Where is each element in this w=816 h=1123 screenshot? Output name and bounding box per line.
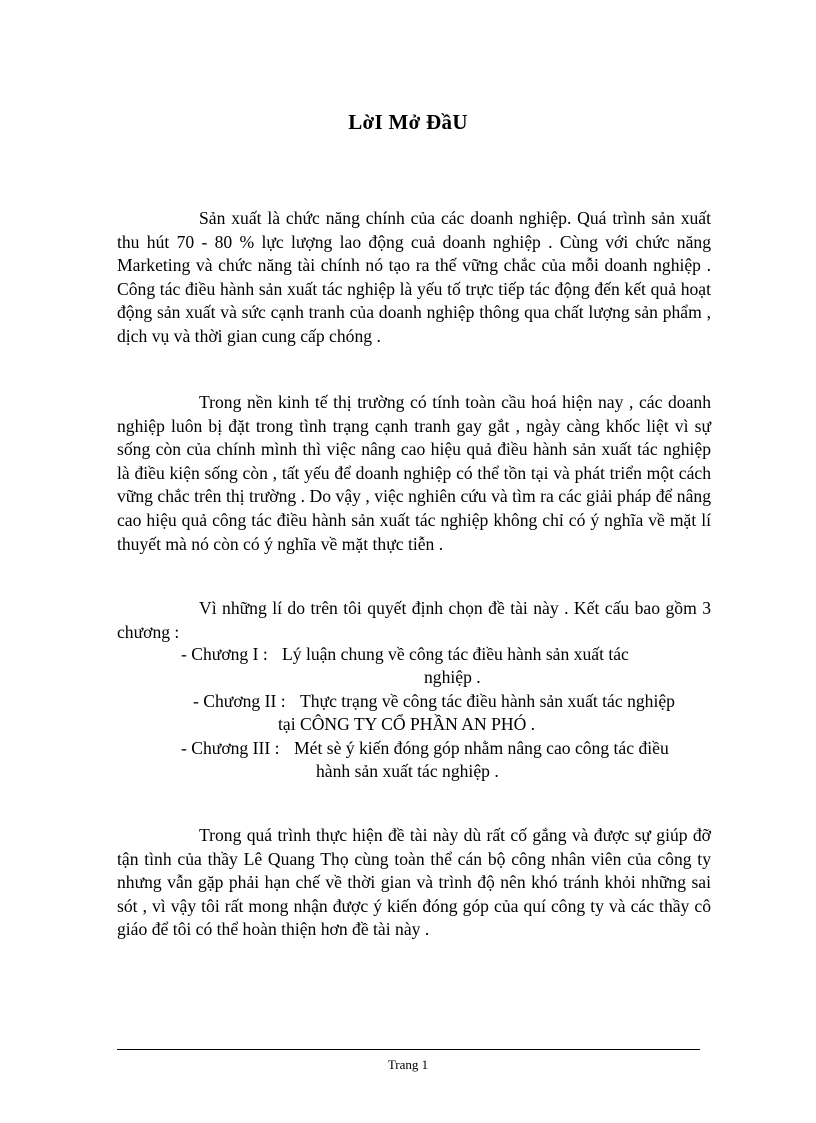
chapter-line: nghiệp . [424,667,481,688]
chapter-line: hành sản xuất tác nghiệp . [316,761,499,781]
page-title: LờI Mở ĐầU [348,110,468,134]
chapter-line: Lý luận chung về công tác điều hành sản xuất tác [282,644,629,664]
chapter-item [0,737,816,784]
page-number: Trang 1 [387,1057,429,1072]
chapter-line: Mét sè ý kiến đóng góp nhằm nâng cao công tác điều [294,737,669,758]
chapter-label: - Chương I : [181,644,268,664]
paragraph-intro: Sản xuất là chức năng chính của các doanh nghiệp. Quá trình sản xuất thu hút 70 - 80 % lực lượng lao động cuả doanh nghiệp . Cùng với chức năng Marketing và chức năng tài chính nó tạo ra thế vững chắc của mỗi doanh nghiệp . Công tác điều hành sản xuất tác nghiệp là yếu tố trực tiếp tác động đến kết quả hoạt động sản xuất và sức cạnh tranh của doanh nghiệp thông qua chất lượng sản phẩm , dịch vụ và thời gian cung cấp chóng . [117,208,711,346]
chapter-item [0,690,816,737]
chapter-list [0,643,816,783]
chapter-label: - Chương II : [193,690,286,711]
paragraph-structure: Vì những lí do trên tôi quyết định chọn đề tài này . Kết cấu bao gồm 3 chương : [117,598,711,642]
chapter-line: Thực trạng về công tác điều hành sản xuất tác nghiệp [300,690,675,711]
chapter-description [282,643,682,690]
footer-divider [117,1049,700,1050]
chapter-item [0,643,816,690]
chapter-description [278,690,718,737]
paragraph-context: Trong nền kinh tế thị trường có tính toàn cầu hoá hiện nay , các doanh nghiệp luôn bị đặt trong tình trạng cạnh tranh gay gắt , ngày càng khốc liệt vì sự sống còn của chính mình thì việc nâng cao hiệu quả điều hành sản xuất tác nghiệp là điều kiện sống còn , tất yếu để doanh nghiệp có thể tồn tại và phát triển một cách vững chắc trên thị trường . Do vậy , việc nghiên cứu và tìm ra các giải pháp để nâng cao hiệu quả công tác điều hành sản xuất tác nghiệp không chỉ có ý nghĩa về mặt lí thuyết mà nó còn có ý nghĩa về mặt thực tiễn . [117,392,711,554]
paragraph-acknowledgement: Trong quá trình thực hiện đề tài này dù rất cố gắng và được sự giúp đỡ tận tình của thầy Lê Quang Thọ cùng toàn thể cán bộ công nhân viên của công ty nhưng vẫn gặp phải hạn chế về thời gian và trình độ nên khó tránh khỏi những sai sót , vì vậy tôi rất mong nhận được ý kiến đóng góp của quí công ty và các thầy cô giáo để tôi có thể hoàn thiện hơn đề tài này . [117,825,711,940]
chapter-line: tại CÔNG TY CỔ PHẦN AN PHÓ . [278,714,536,735]
chapter-description [294,737,714,784]
chapter-label: - Chương III : [181,737,280,758]
